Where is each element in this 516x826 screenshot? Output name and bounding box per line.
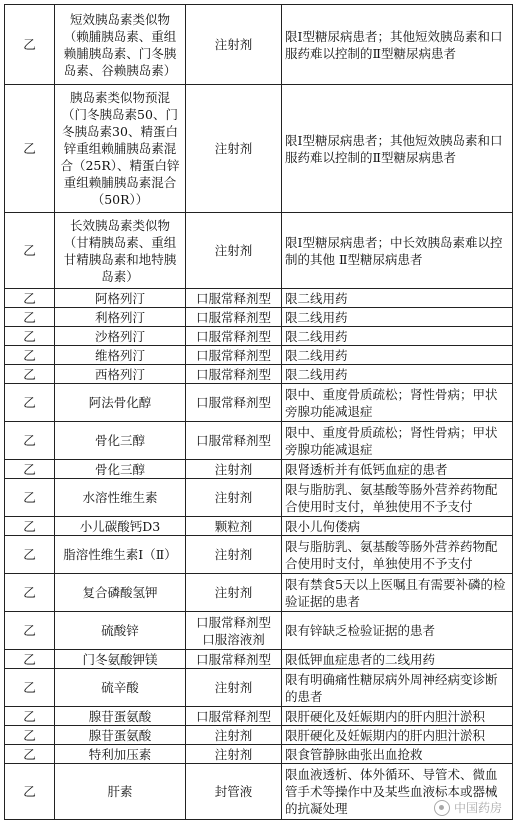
restriction-cell: 限二线用药 bbox=[282, 327, 513, 346]
restriction-cell: 限低钾血症患者的二线用药 bbox=[282, 650, 513, 669]
drug-name-cell: 维格列汀 bbox=[55, 346, 186, 365]
table-row bbox=[5, 669, 513, 707]
dosage-form-cell: 口服常释剂型 bbox=[186, 422, 282, 460]
drug-name-cell: 利格列汀 bbox=[55, 308, 186, 327]
drug-name-cell: 阿格列汀 bbox=[55, 289, 186, 308]
category-cell: 乙 bbox=[5, 460, 55, 479]
drug-name-cell: 硫酸锌 bbox=[55, 612, 186, 650]
table-row bbox=[5, 574, 513, 612]
table-row bbox=[5, 650, 513, 669]
table-row bbox=[5, 745, 513, 764]
category-cell: 乙 bbox=[5, 707, 55, 726]
drug-name-cell: 小儿碳酸钙D3 bbox=[55, 517, 186, 536]
category-cell: 乙 bbox=[5, 365, 55, 384]
dosage-form-cell: 口服常释剂型 bbox=[186, 365, 282, 384]
dosage-form-cell: 注射剂 bbox=[186, 536, 282, 574]
drug-name-cell: 腺苷蛋氨酸 bbox=[55, 707, 186, 726]
category-cell: 乙 bbox=[5, 85, 55, 213]
table-row bbox=[5, 460, 513, 479]
drug-name-cell: 特利加压素 bbox=[55, 745, 186, 764]
table-row bbox=[5, 5, 513, 85]
table-row bbox=[5, 327, 513, 346]
dosage-form-cell: 口服常释剂型 bbox=[186, 289, 282, 308]
restriction-cell: 限中、重度骨质疏松；肾性骨病；甲状旁腺功能减退症 bbox=[282, 422, 513, 460]
dosage-form-cell: 口服常释剂型 bbox=[186, 707, 282, 726]
drug-name-cell: 门冬氨酸钾镁 bbox=[55, 650, 186, 669]
category-cell: 乙 bbox=[5, 574, 55, 612]
restriction-cell: 限有禁食5天以上医嘱且有需要补磷的检验证据的患者 bbox=[282, 574, 513, 612]
drug-name-cell: 西格列汀 bbox=[55, 365, 186, 384]
table-row bbox=[5, 479, 513, 517]
wechat-icon bbox=[434, 800, 450, 816]
restriction-cell: 限与脂肪乳、氨基酸等肠外营养药物配合使用时支付，单独使用不予支付 bbox=[282, 479, 513, 517]
dosage-form-cell: 注射剂 bbox=[186, 726, 282, 745]
restriction-cell: 限肝硬化及妊娠期内的肝内胆汁淤积 bbox=[282, 726, 513, 745]
watermark bbox=[434, 799, 502, 816]
table-row bbox=[5, 289, 513, 308]
table-row bbox=[5, 707, 513, 726]
category-cell: 乙 bbox=[5, 479, 55, 517]
drug-name-cell: 骨化三醇 bbox=[55, 422, 186, 460]
category-cell: 乙 bbox=[5, 517, 55, 536]
dosage-form-cell: 注射剂 bbox=[186, 479, 282, 517]
drug-name-cell: 水溶性维生素 bbox=[55, 479, 186, 517]
dosage-form-cell: 注射剂 bbox=[186, 669, 282, 707]
table-row bbox=[5, 213, 513, 289]
dosage-form-cell: 口服常释剂型 bbox=[186, 308, 282, 327]
drug-name-cell: 肝素 bbox=[55, 764, 186, 820]
dosage-form-cell: 注射剂 bbox=[186, 85, 282, 213]
category-cell: 乙 bbox=[5, 308, 55, 327]
restriction-cell: 限有明确痛性糖尿病外周神经病变诊断的患者 bbox=[282, 669, 513, 707]
category-cell: 乙 bbox=[5, 213, 55, 289]
table-row bbox=[5, 726, 513, 745]
drug-name-cell: 沙格列汀 bbox=[55, 327, 186, 346]
category-cell: 乙 bbox=[5, 384, 55, 422]
table-row bbox=[5, 365, 513, 384]
category-cell: 乙 bbox=[5, 422, 55, 460]
dosage-form-cell: 注射剂 bbox=[186, 213, 282, 289]
drug-name-cell: 胰岛素类似物预混（门冬胰岛素50、门冬胰岛素30、精蛋白锌重组赖脯胰岛素混合（25R）、精蛋白锌重组赖脯胰岛素混合（50R）） bbox=[55, 85, 186, 213]
drug-name-cell: 长效胰岛素类似物（甘精胰岛素、重组甘精胰岛素和地特胰岛素） bbox=[55, 213, 186, 289]
drug-name-cell: 脂溶性维生素Ⅰ（Ⅱ） bbox=[55, 536, 186, 574]
category-cell: 乙 bbox=[5, 764, 55, 820]
drug-name-cell: 腺苷蛋氨酸 bbox=[55, 726, 186, 745]
table-row bbox=[5, 517, 513, 536]
restriction-cell: 限有锌缺乏检验证据的患者 bbox=[282, 612, 513, 650]
restriction-cell: 限血液透析、体外循环、导管术、微血管手术等操作中及某些血液标本或器械的抗凝处理 bbox=[282, 764, 513, 820]
dosage-form-cell: 口服常释剂型 口服溶液剂 bbox=[186, 612, 282, 650]
dosage-form-cell: 注射剂 bbox=[186, 460, 282, 479]
drug-name-cell: 硫辛酸 bbox=[55, 669, 186, 707]
category-cell: 乙 bbox=[5, 289, 55, 308]
category-cell: 乙 bbox=[5, 346, 55, 365]
restriction-cell: 限中、重度骨质疏松；肾性骨病；甲状旁腺功能减退症 bbox=[282, 384, 513, 422]
dosage-form-cell: 颗粒剂 bbox=[186, 517, 282, 536]
restriction-cell: 限二线用药 bbox=[282, 346, 513, 365]
restriction-cell: 限与脂肪乳、氨基酸等肠外营养药物配合使用时支付，单独使用不予支付 bbox=[282, 536, 513, 574]
dosage-form-cell: 注射剂 bbox=[186, 574, 282, 612]
dosage-form-cell: 口服常释剂型 bbox=[186, 346, 282, 365]
category-cell: 乙 bbox=[5, 650, 55, 669]
category-cell: 乙 bbox=[5, 536, 55, 574]
category-cell: 乙 bbox=[5, 669, 55, 707]
drug-name-cell: 阿法骨化醇 bbox=[55, 384, 186, 422]
restriction-cell: 限肝硬化及妊娠期内的肝内胆汁淤积 bbox=[282, 707, 513, 726]
restriction-cell: 限Ⅰ型糖尿病患者；其他短效胰岛素和口服药难以控制的Ⅱ型糖尿病患者 bbox=[282, 85, 513, 213]
restriction-cell: 限Ⅰ型糖尿病患者；其他短效胰岛素和口服药难以控制的Ⅱ型糖尿病患者 bbox=[282, 5, 513, 85]
table-row bbox=[5, 536, 513, 574]
restriction-cell: 限二线用药 bbox=[282, 365, 513, 384]
drug-name-cell: 复合磷酸氢钾 bbox=[55, 574, 186, 612]
category-cell: 乙 bbox=[5, 726, 55, 745]
table-row bbox=[5, 384, 513, 422]
dosage-form-cell: 口服常释剂型 bbox=[186, 327, 282, 346]
dosage-form-cell: 注射剂 bbox=[186, 5, 282, 85]
table-row bbox=[5, 346, 513, 365]
drug-coverage-table bbox=[4, 4, 513, 820]
category-cell: 乙 bbox=[5, 745, 55, 764]
restriction-cell: 限小儿佝偻病 bbox=[282, 517, 513, 536]
table-row bbox=[5, 422, 513, 460]
drug-name-cell: 短效胰岛素类似物（赖脯胰岛素、重组赖脯胰岛素、门冬胰岛素、谷赖胰岛素） bbox=[55, 5, 186, 85]
table-row bbox=[5, 612, 513, 650]
category-cell: 乙 bbox=[5, 5, 55, 85]
table-row bbox=[5, 308, 513, 327]
restriction-cell: 限二线用药 bbox=[282, 308, 513, 327]
dosage-form-cell: 口服常释剂型 bbox=[186, 384, 282, 422]
dosage-form-cell: 封管液 bbox=[186, 764, 282, 820]
watermark-text: 中国药房 bbox=[453, 801, 502, 815]
table-row bbox=[5, 85, 513, 213]
drug-name-cell: 骨化三醇 bbox=[55, 460, 186, 479]
dosage-form-cell: 口服常释剂型 bbox=[186, 650, 282, 669]
category-cell: 乙 bbox=[5, 612, 55, 650]
restriction-cell: 限二线用药 bbox=[282, 289, 513, 308]
category-cell: 乙 bbox=[5, 327, 55, 346]
restriction-cell: 限肾透析并有低钙血症的患者 bbox=[282, 460, 513, 479]
dosage-form-cell: 注射剂 bbox=[186, 745, 282, 764]
restriction-cell: 限Ⅰ型糖尿病患者；中长效胰岛素难以控制的其他 Ⅱ型糖尿病患者 bbox=[282, 213, 513, 289]
restriction-cell: 限食管静脉曲张出血抢救 bbox=[282, 745, 513, 764]
